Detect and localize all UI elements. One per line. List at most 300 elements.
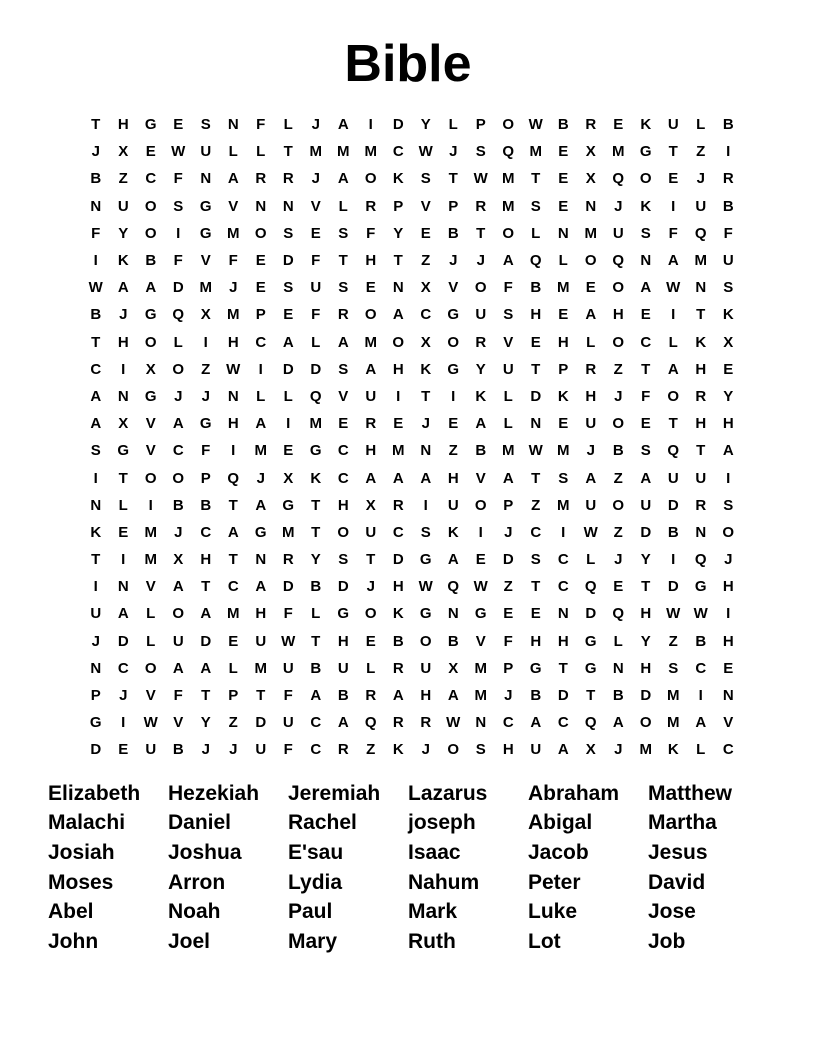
grid-letter: N (695, 279, 707, 297)
grid-letter: W (473, 170, 488, 188)
grid-letter: M (392, 442, 405, 460)
grid-letter: N (585, 197, 597, 215)
grid-letter: L (311, 333, 321, 351)
grid-letter: U (612, 224, 624, 242)
grid-letter: X (420, 333, 431, 351)
grid-letter: D (172, 279, 184, 297)
grid-row (82, 247, 742, 274)
grid-letter: U (310, 279, 322, 297)
grid-letter: S (283, 279, 294, 297)
grid-letter: L (256, 143, 266, 161)
grid-letter: A (557, 741, 569, 759)
grid-letter: M (144, 551, 157, 569)
grid-letter: E (365, 632, 376, 650)
grid-letter: X (283, 469, 294, 487)
grid-letter: U (117, 197, 129, 215)
grid-letter: F (668, 224, 678, 242)
word-item: John (48, 929, 99, 953)
grid-letter: A (337, 714, 349, 732)
grid-letter: L (448, 116, 458, 134)
grid-letter: F (366, 224, 376, 242)
grid-letter: D (392, 551, 404, 569)
grid-letter: U (282, 714, 294, 732)
grid-letter: U (695, 469, 707, 487)
grid-letter: D (310, 360, 322, 378)
grid-letter: X (173, 551, 184, 569)
grid-letter: F (723, 224, 733, 242)
grid-letter: C (640, 333, 652, 351)
word-list (48, 779, 788, 957)
grid-letter: T (531, 170, 541, 188)
grid-letter: I (726, 469, 731, 487)
grid-letter: H (722, 578, 734, 596)
grid-letter: J (229, 741, 238, 759)
grid-letter: E (255, 279, 266, 297)
grid-letter: O (144, 469, 157, 487)
grid-letter: H (695, 360, 707, 378)
grid-letter: P (475, 116, 486, 134)
grid-row (82, 165, 742, 192)
grid-letter: B (612, 687, 624, 705)
grid-letter: L (586, 333, 596, 351)
grid-letter: D (282, 578, 294, 596)
grid-letter: D (282, 252, 294, 270)
grid-letter: G (199, 415, 212, 433)
grid-letter: G (337, 605, 350, 623)
grid-letter: P (255, 306, 266, 324)
grid-row (82, 410, 742, 437)
grid-letter: M (694, 252, 707, 270)
grid-letter: T (366, 551, 376, 569)
grid-letter: L (283, 387, 293, 405)
word-item: Elizabeth (48, 781, 141, 805)
grid-letter: O (337, 523, 350, 541)
word-list-row (48, 809, 788, 839)
grid-letter: M (227, 605, 240, 623)
grid-letter: I (726, 605, 731, 623)
grid-letter: J (614, 741, 623, 759)
grid-letter: H (557, 632, 569, 650)
grid-letter: I (176, 224, 181, 242)
grid-letter: K (557, 387, 569, 405)
grid-letter: O (364, 306, 377, 324)
grid-letter: U (90, 605, 102, 623)
grid-letter: D (392, 116, 404, 134)
grid-letter: F (91, 224, 101, 242)
grid-letter: O (172, 360, 185, 378)
grid-letter: A (392, 687, 404, 705)
grid-letter: E (613, 116, 624, 134)
grid-letter: M (254, 659, 267, 677)
grid-letter: T (531, 360, 541, 378)
grid-letter: I (93, 252, 98, 270)
grid-letter: K (640, 116, 652, 134)
grid-letter: A (227, 523, 239, 541)
grid-letter: C (557, 714, 569, 732)
grid-letter: E (558, 170, 569, 188)
grid-letter: J (614, 387, 623, 405)
grid-letter: E (173, 116, 184, 134)
grid-letter: J (201, 387, 210, 405)
grid-letter: N (90, 496, 102, 514)
word-item: Malachi (48, 811, 126, 835)
grid-letter: O (612, 496, 625, 514)
grid-letter: Q (227, 469, 240, 487)
grid-letter: M (282, 523, 295, 541)
grid-letter: U (255, 741, 267, 759)
grid-letter: J (696, 170, 705, 188)
grid-letter: H (392, 360, 404, 378)
grid-letter: M (502, 170, 515, 188)
grid-letter: Q (172, 306, 185, 324)
grid-letter: C (310, 714, 322, 732)
grid-letter: R (695, 387, 707, 405)
grid-letter: H (365, 442, 377, 460)
grid-letter: Z (118, 170, 128, 188)
grid-letter: I (93, 578, 98, 596)
grid-letter: F (283, 605, 293, 623)
grid-letter: I (121, 360, 126, 378)
grid-letter: U (365, 387, 377, 405)
word-item: Lot (528, 929, 561, 953)
grid-letter: G (309, 442, 322, 460)
grid-letter: Z (201, 360, 211, 378)
grid-letter: T (338, 252, 348, 270)
grid-letter: S (338, 360, 349, 378)
grid-letter: Z (613, 360, 623, 378)
grid-letter: I (121, 714, 126, 732)
grid-letter: T (201, 578, 211, 596)
grid-letter: S (558, 469, 569, 487)
grid-letter: R (337, 741, 349, 759)
grid-letter: E (668, 170, 679, 188)
grid-letter: T (641, 360, 651, 378)
grid-letter: J (449, 143, 458, 161)
grid-letter: G (447, 360, 460, 378)
grid-letter: P (200, 469, 211, 487)
grid-letter: Q (502, 143, 515, 161)
grid-row (82, 383, 742, 410)
grid-letter: P (228, 687, 239, 705)
grid-letter: V (448, 279, 459, 297)
grid-letter: T (448, 170, 458, 188)
grid-letter: D (667, 578, 679, 596)
word-list-row (48, 897, 788, 927)
grid-letter: J (229, 279, 238, 297)
grid-letter: B (530, 687, 542, 705)
grid-letter: S (640, 442, 651, 460)
grid-letter: H (117, 116, 129, 134)
grid-letter: N (557, 605, 569, 623)
grid-letter: V (338, 387, 349, 405)
grid-letter: A (722, 442, 734, 460)
grid-letter: Q (584, 714, 597, 732)
grid-letter: H (392, 578, 404, 596)
grid-letter: E (558, 143, 569, 161)
grid-letter: C (337, 442, 349, 460)
grid-letter: A (117, 279, 129, 297)
grid-letter: H (612, 306, 624, 324)
grid-letter: S (530, 197, 541, 215)
grid-letter: V (145, 442, 156, 460)
grid-letter: R (420, 714, 432, 732)
grid-letter: E (585, 279, 596, 297)
grid-letter: L (613, 632, 623, 650)
grid-letter: Z (531, 496, 541, 514)
word-list-row (48, 927, 788, 957)
grid-letter: C (200, 523, 212, 541)
grid-letter: K (447, 523, 459, 541)
grid-letter: O (474, 496, 487, 514)
grid-letter: Q (364, 714, 377, 732)
grid-letter: T (283, 143, 293, 161)
grid-letter: C (557, 551, 569, 569)
grid-letter: T (668, 415, 678, 433)
grid-row (82, 519, 742, 546)
grid-letter: F (173, 687, 183, 705)
grid-letter: F (283, 741, 293, 759)
grid-letter: O (254, 224, 267, 242)
grid-letter: M (557, 496, 570, 514)
grid-letter: W (418, 578, 433, 596)
word-item: Joshua (168, 840, 242, 864)
grid-letter: B (695, 632, 707, 650)
grid-letter: T (696, 442, 706, 460)
grid-letter: E (118, 741, 129, 759)
grid-letter: Q (694, 551, 707, 569)
grid-letter: M (227, 224, 240, 242)
grid-letter: E (640, 306, 651, 324)
grid-letter: C (90, 360, 102, 378)
word-item: Joel (168, 929, 211, 953)
word-item: Matthew (648, 781, 732, 805)
grid-letter: R (475, 333, 487, 351)
grid-letter: F (201, 442, 211, 460)
grid-letter: X (200, 306, 211, 324)
grid-letter: N (557, 224, 569, 242)
grid-letter: I (423, 496, 428, 514)
grid-letter: M (227, 306, 240, 324)
grid-letter: N (722, 687, 734, 705)
grid-letter: O (612, 333, 625, 351)
grid-row (82, 492, 742, 519)
grid-letter: F (503, 279, 513, 297)
grid-letter: A (255, 415, 267, 433)
grid-letter: C (557, 578, 569, 596)
grid-letter: G (584, 632, 597, 650)
grid-letter: A (337, 333, 349, 351)
grid-letter: I (258, 360, 263, 378)
grid-letter: E (310, 224, 321, 242)
grid-letter: A (365, 360, 377, 378)
grid-letter: U (172, 632, 184, 650)
grid-letter: B (172, 496, 184, 514)
grid-letter: W (418, 143, 433, 161)
grid-letter: N (640, 252, 652, 270)
grid-letter: G (529, 659, 542, 677)
grid-letter: T (586, 687, 596, 705)
grid-letter: B (145, 252, 157, 270)
grid-letter: E (255, 252, 266, 270)
grid-letter: B (530, 279, 542, 297)
grid-letter: O (392, 333, 405, 351)
grid-letter: D (200, 632, 212, 650)
grid-letter: B (447, 632, 459, 650)
grid-letter: B (447, 224, 459, 242)
grid-letter: U (695, 197, 707, 215)
grid-letter: E (448, 415, 459, 433)
grid-letter: N (227, 387, 239, 405)
grid-letter: O (502, 116, 515, 134)
grid-letter: V (145, 415, 156, 433)
grid-letter: N (90, 197, 102, 215)
word-item: David (648, 870, 706, 894)
grid-letter: M (557, 442, 570, 460)
grid-letter: O (722, 523, 735, 541)
grid-letter: J (174, 523, 183, 541)
grid-letter: E (723, 659, 734, 677)
grid-letter: C (310, 741, 322, 759)
grid-letter: X (365, 496, 376, 514)
grid-letter: N (227, 116, 239, 134)
grid-letter: T (531, 578, 541, 596)
grid-letter: C (227, 578, 239, 596)
grid-letter: A (282, 333, 294, 351)
grid-letter: A (172, 659, 184, 677)
word-item: Hezekiah (168, 781, 260, 805)
grid-letter: E (228, 632, 239, 650)
grid-letter: U (502, 360, 514, 378)
grid-letter: J (421, 415, 430, 433)
grid-letter: B (90, 306, 102, 324)
grid-letter: P (558, 360, 569, 378)
grid-letter: B (722, 116, 734, 134)
grid-letter: H (530, 632, 542, 650)
grid-letter: V (310, 197, 321, 215)
grid-letter: R (695, 496, 707, 514)
grid-letter: H (640, 659, 652, 677)
grid-letter: J (201, 741, 210, 759)
word-item: Luke (528, 900, 578, 924)
grid-letter: E (393, 415, 404, 433)
grid-letter: C (392, 143, 404, 161)
grid-letter: W (666, 279, 681, 297)
grid-letter: P (90, 687, 101, 705)
grid-letter: E (283, 306, 294, 324)
grid-letter: F (173, 170, 183, 188)
grid-letter: I (671, 197, 676, 215)
grid-letter: H (365, 252, 377, 270)
grid-letter: H (117, 333, 129, 351)
grid-letter: E (558, 197, 569, 215)
grid-letter: O (364, 605, 377, 623)
grid-letter: I (478, 523, 483, 541)
grid-letter: S (338, 279, 349, 297)
grid-letter: N (90, 659, 102, 677)
grid-letter: R (585, 360, 597, 378)
word-item: Mark (408, 900, 458, 924)
word-item: Isaac (408, 840, 461, 864)
grid-letter: D (117, 632, 129, 650)
word-item: Noah (168, 900, 221, 924)
word-item: Abel (48, 900, 94, 924)
grid-row (82, 301, 742, 328)
grid-row (82, 220, 742, 247)
grid-letter: H (557, 333, 569, 351)
grid-letter: M (337, 143, 350, 161)
grid-letter: P (503, 659, 514, 677)
grid-letter: F (311, 252, 321, 270)
grid-letter: I (451, 387, 456, 405)
grid-letter: U (365, 523, 377, 541)
grid-letter: T (641, 578, 651, 596)
grid-letter: O (639, 170, 652, 188)
grid-letter: V (475, 632, 486, 650)
grid-letter: H (447, 469, 459, 487)
grid-letter: N (695, 523, 707, 541)
grid-letter: I (671, 306, 676, 324)
grid-letter: U (475, 306, 487, 324)
grid-letter: C (117, 659, 129, 677)
grid-letter: Z (421, 252, 431, 270)
grid-letter: U (585, 496, 597, 514)
grid-letter: B (172, 741, 184, 759)
grid-letter: V (420, 197, 431, 215)
grid-letter: E (558, 306, 569, 324)
grid-letter: D (255, 714, 267, 732)
grid-letter: X (118, 415, 129, 433)
grid-letter: I (148, 496, 153, 514)
grid-letter: G (474, 605, 487, 623)
grid-letter: O (474, 279, 487, 297)
grid-letter: L (586, 551, 596, 569)
grid-letter: F (311, 306, 321, 324)
grid-letter: A (640, 279, 652, 297)
grid-letter: J (119, 306, 128, 324)
grid-letter: A (172, 578, 184, 596)
grid-letter: G (199, 224, 212, 242)
grid-letter: R (365, 197, 377, 215)
grid-letter: G (419, 551, 432, 569)
grid-letter: S (420, 170, 431, 188)
grid-letter: Y (640, 551, 651, 569)
grid-letter: L (311, 605, 321, 623)
grid-letter: L (173, 333, 183, 351)
grid-letter: T (201, 687, 211, 705)
grid-letter: E (420, 224, 431, 242)
grid-letter: U (447, 496, 459, 514)
grid-letter: C (695, 659, 707, 677)
grid-row (82, 274, 742, 301)
grid-letter: A (667, 360, 679, 378)
grid-letter: M (557, 279, 570, 297)
grid-letter: L (228, 659, 238, 677)
grid-letter: T (118, 469, 128, 487)
grid-letter: A (337, 170, 349, 188)
grid-letter: D (640, 523, 652, 541)
word-item: Daniel (168, 811, 232, 835)
word-list-row (48, 779, 788, 809)
word-item: joseph (408, 811, 476, 835)
grid-letter: A (337, 116, 349, 134)
grid-letter: K (475, 387, 487, 405)
grid-letter: N (612, 659, 624, 677)
grid-letter: S (668, 659, 679, 677)
grid-letter: I (203, 333, 208, 351)
word-list-row (48, 868, 788, 898)
letter-grid (82, 111, 742, 764)
grid-letter: S (420, 523, 431, 541)
